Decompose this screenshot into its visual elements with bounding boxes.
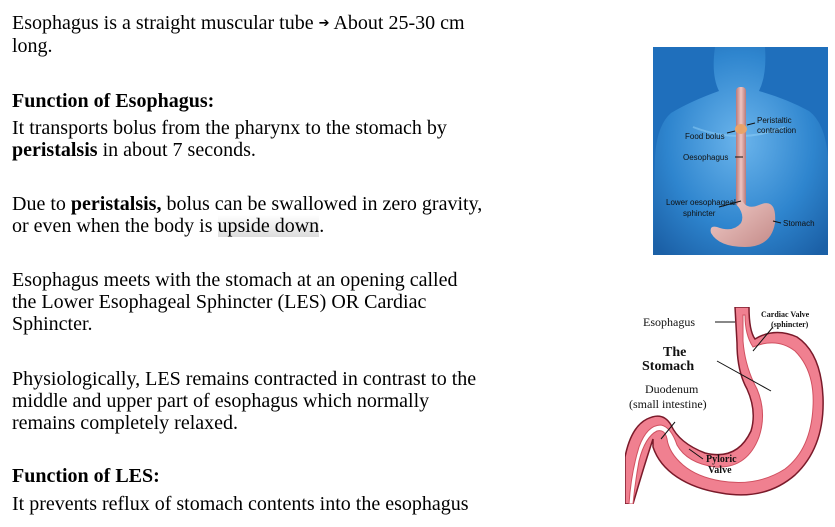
due-text-line2: or even when the body is	[12, 215, 218, 237]
label-stomach-title: Stomach	[642, 359, 695, 374]
label-small-intestine: (small intestine)	[629, 397, 707, 411]
phys-line-3: remains completely relaxed.	[12, 412, 239, 434]
intro-text-cont: long.	[12, 35, 53, 57]
esophagus-body-figure	[653, 47, 828, 255]
heading-text: Function of Esophagus:	[12, 90, 215, 112]
les-line-1: Esophagus meets with the stomach at an opening called	[12, 269, 458, 291]
phys-line-1: Physiologically, LES remains contracted in contrast to the	[12, 368, 477, 390]
les-line-3: Sphincter.	[12, 313, 93, 335]
peristalsis-bold: peristalsis	[12, 139, 98, 161]
heading-les-text: Function of LES:	[12, 465, 160, 487]
transport-paragraph	[12, 117, 572, 161]
due-text: Due to	[12, 193, 71, 215]
label-valve: Valve	[708, 465, 732, 476]
due-period: .	[319, 215, 325, 237]
stomach-diagram-figure	[625, 307, 830, 504]
heading-function-esophagus	[12, 90, 572, 112]
label-cardiac-sphincter: (sphincter)	[771, 320, 809, 329]
label-peristaltic-1: Peristaltic	[757, 116, 792, 125]
label-lower-sphincter-1: Lower oesophageal	[666, 198, 736, 207]
label-oesophagus: Oesophagus	[683, 153, 729, 162]
label-cardiac-valve: Cardiac Valve	[761, 310, 810, 319]
due-text-cont: bolus can be swallowed in zero gravity,	[161, 193, 483, 215]
label-the: The	[663, 345, 687, 360]
intro-paragraph	[12, 12, 572, 57]
prevents-paragraph	[12, 493, 572, 515]
les-line-2: the Lower Esophageal Sphincter (LES) OR Cardiac	[12, 291, 427, 313]
label-food-bolus: Food bolus	[685, 132, 725, 141]
physiology-paragraph	[12, 368, 572, 434]
label-peristaltic-2: contraction	[757, 126, 797, 135]
intro-length: About 25-30 cm	[333, 12, 465, 34]
label-stomach: Stomach	[783, 219, 815, 228]
prevents-text: It prevents reflux of stomach contents into the esophagus	[12, 493, 469, 515]
intro-text: Esophagus is a straight muscular tube	[12, 12, 314, 34]
peristalsis-paragraph	[12, 193, 572, 237]
right-arrow-icon: ➔	[318, 16, 330, 31]
label-duodenum: Duodenum	[645, 382, 699, 396]
transport-text-cont: in about 7 seconds.	[97, 139, 256, 161]
upside-down-highlight: upside down	[217, 215, 320, 237]
heading-function-les	[12, 465, 572, 487]
phys-line-2: middle and upper part of esophagus which normally	[12, 390, 430, 412]
peristalsis-bold-2: peristalsis,	[70, 193, 162, 215]
label-pyloric: Pyloric	[706, 454, 737, 465]
label-lower-sphincter-2: sphincter	[683, 209, 716, 218]
label-esophagus: Esophagus	[643, 315, 695, 329]
les-paragraph	[12, 269, 572, 335]
transport-text: It transports bolus from the pharynx to the stomach by	[12, 117, 447, 139]
